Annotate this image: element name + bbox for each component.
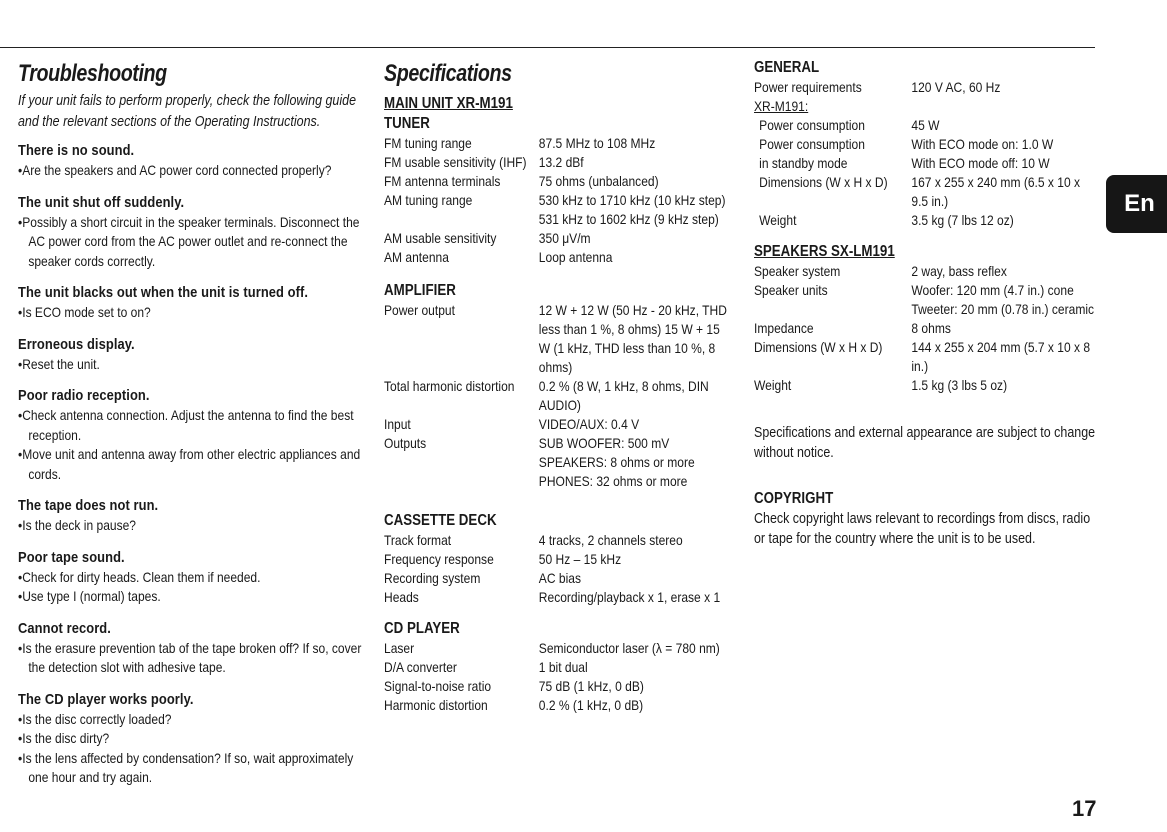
cassette-heading: CASSETTE DECK [384, 512, 497, 529]
spec-value: 530 kHz to 1710 kHz (10 kHz step) 531 kHz to 1602 kHz (9 kHz step) [538, 192, 726, 227]
specifications-notice: Specifications and external appearance are subject to change without notice. [754, 425, 1096, 461]
spec-value: 0.2 % (8 W, 1 kHz, 8 ohms, DIN AUDIO) [538, 378, 709, 413]
spec-row [384, 415, 732, 434]
spec-value: 50 Hz – 15 kHz [538, 551, 622, 567]
trouble-item: • Possibly a short circuit in the speaker terminals. Disconnect the AC power cord from the AC power outlet and re-connect the speaker cords correctly. [18, 213, 365, 272]
spec-value: Recording/playback x 1, erase x 1 [538, 589, 721, 605]
spec-label: Weight [754, 377, 792, 393]
copyright-text: Check copyright laws relevant to recordings from discs, radio or tape for the country where the unit is to be used. [754, 511, 1091, 547]
troubleshooting-list [18, 141, 365, 788]
spec-label: AM usable sensitivity [384, 230, 497, 246]
trouble-item: • Use type I (normal) tapes. [18, 587, 365, 607]
trouble-item: • Are the speakers and AC power cord connected properly? [18, 161, 365, 181]
spec-value: 120 V AC, 60 Hz [911, 79, 1001, 95]
trouble-heading: The unit blacks out when the unit is turned off. [18, 284, 309, 301]
spec-value: 2 way, bass reflex [911, 263, 1007, 279]
cd-heading: CD PLAYER [384, 620, 460, 637]
general-heading: GENERAL [754, 59, 820, 76]
copyright-heading: COPYRIGHT [754, 490, 834, 507]
spec-label: Speaker units [754, 282, 828, 298]
spec-value: Loop antenna [538, 249, 613, 265]
spec-label: Laser [384, 640, 415, 656]
trouble-heading: Poor radio reception. [18, 387, 150, 404]
spec-value: 4 tracks, 2 channels stereo [538, 532, 683, 548]
trouble-item: • Reset the unit. [18, 355, 365, 375]
spec-row [384, 696, 732, 715]
spec-label: Input [384, 416, 411, 432]
spec-row [754, 338, 1098, 376]
spec-value: 1.5 kg (3 lbs 5 oz) [911, 377, 1008, 393]
spec-label: Dimensions (W x H x D) [759, 174, 888, 190]
spec-label: Weight [759, 212, 797, 228]
trouble-item: • Is the erasure prevention tab of the tape broken off? If so, cover the detection slot with adhesive tape. [18, 639, 365, 678]
spec-value: 0.2 % (1 kHz, 0 dB) [538, 697, 644, 713]
spec-value: 1 bit dual [538, 659, 588, 675]
spec-value: 45 W [911, 117, 940, 133]
spec-value: AC bias [538, 570, 581, 586]
trouble-heading: The CD player works poorly. [18, 690, 194, 708]
spec-label: Signal-to-noise ratio [384, 678, 492, 694]
spec-row [384, 191, 732, 229]
spec-row [754, 281, 1098, 319]
trouble-item: • Is the deck in pause? [18, 516, 365, 536]
spec-label: Outputs [384, 435, 427, 451]
trouble-item: • Is the disc correctly loaded? [18, 710, 365, 730]
general-table [754, 116, 1098, 230]
spec-label: in standby mode [759, 155, 848, 171]
spec-label: FM antenna terminals [384, 173, 501, 189]
model-row [754, 97, 1098, 116]
spec-value: SUB WOOFER: 500 mV SPEAKERS: 8 ohms or more PHONES: 32 ohms or more [538, 435, 695, 489]
spec-value: 3.5 kg (7 lbs 12 oz) [911, 212, 1014, 228]
spec-row [754, 262, 1098, 281]
page-number: 17 [1072, 796, 1097, 821]
spec-row [384, 677, 732, 696]
language-tab: En [1106, 175, 1167, 233]
spec-row [384, 434, 732, 491]
spec-value: VIDEO/AUX: 0.4 V [538, 416, 640, 432]
spec-row [384, 153, 732, 172]
troubleshooting-column [18, 58, 363, 788]
spec-value: 87.5 MHz to 108 MHz [538, 135, 656, 151]
amplifier-heading: AMPLIFIER [384, 282, 456, 299]
main-unit-heading: MAIN UNIT XR-M191 [384, 95, 513, 112]
spec-label: Harmonic distortion [384, 697, 488, 713]
spec-row [754, 211, 1098, 230]
spec-label: Power consumption [759, 136, 865, 152]
cassette-table [384, 531, 732, 607]
spec-label: AM tuning range [384, 192, 473, 208]
speakers-table [754, 262, 1098, 395]
trouble-item: • Is ECO mode set to on? [18, 303, 365, 323]
trouble-heading: Erroneous display. [18, 335, 135, 353]
spec-row [384, 172, 732, 191]
tuner-table [384, 134, 732, 267]
trouble-heading: Cannot record. [18, 619, 111, 637]
trouble-heading: The unit shut off suddenly. [18, 193, 185, 211]
troubleshooting-title: Troubleshooting [18, 60, 167, 87]
trouble-heading: The tape does not run. [18, 497, 159, 514]
spec-value: 350 μV/m [538, 230, 591, 246]
cd-table [384, 639, 732, 715]
spec-row [384, 377, 732, 415]
spec-value: 144 x 255 x 204 mm (5.7 x 10 x 8 in.) [911, 339, 1091, 374]
spec-label: Power requirements [754, 79, 862, 95]
spec-row [384, 134, 732, 153]
spec-value: 8 ohms [911, 320, 951, 336]
spec-value: Semiconductor laser (λ = 780 nm) [538, 640, 720, 656]
general-model-label: XR-M191: [754, 98, 809, 114]
spec-label: FM usable sensitivity (IHF) [384, 154, 527, 170]
spec-label: Impedance [754, 320, 814, 336]
spec-label: Total harmonic distortion [384, 378, 515, 394]
spec-row [754, 154, 1098, 173]
spec-label: Speaker system [754, 263, 841, 279]
troubleshooting-intro: If your unit fails to perform properly, check the following guide and the relevant sections of the Operating Instructions. [18, 93, 357, 130]
spec-label: Dimensions (W x H x D) [754, 339, 883, 355]
spec-label: Frequency response [384, 551, 494, 567]
trouble-heading: There is no sound. [18, 142, 135, 159]
spec-label: Track format [384, 532, 452, 548]
spec-row [384, 531, 732, 550]
trouble-item: • Move unit and antenna away from other electric appliances and cords. [18, 445, 365, 484]
spec-row [754, 135, 1098, 154]
spec-value: 75 dB (1 kHz, 0 dB) [538, 678, 644, 694]
trouble-item: • Is the disc dirty? [18, 729, 365, 749]
spec-row [384, 658, 732, 677]
top-rule [0, 47, 1095, 48]
spec-row [384, 639, 732, 658]
specifications-title: Specifications [384, 60, 512, 87]
amplifier-table [384, 301, 732, 491]
spec-label: D/A converter [384, 659, 457, 675]
spec-value: Woofer: 120 mm (4.7 in.) cone Tweeter: 20 mm (0.78 in.) ceramic [911, 282, 1095, 317]
trouble-item: • Check antenna connection. Adjust the antenna to find the best reception. [18, 406, 365, 445]
spec-value: 75 ohms (unbalanced) [538, 173, 659, 189]
speakers-heading: SPEAKERS SX-LM191 [754, 243, 895, 260]
general-column [754, 58, 1099, 549]
spec-row [384, 588, 732, 607]
spec-label: Heads [384, 589, 419, 605]
spec-row [754, 376, 1098, 395]
spec-value: With ECO mode off: 10 W [911, 155, 1050, 171]
spec-label: Power consumption [759, 117, 865, 133]
trouble-item: • Is the lens affected by condensation? If so, wait approximately one hour and try again. [18, 749, 365, 788]
spec-row [384, 301, 732, 377]
spec-row [754, 319, 1098, 338]
specifications-column [384, 58, 734, 715]
spec-row [384, 229, 732, 248]
spec-label: Power output [384, 302, 455, 318]
spec-row [384, 550, 732, 569]
trouble-heading: Poor tape sound. [18, 548, 125, 566]
spec-label: FM tuning range [384, 135, 472, 151]
spec-value: 12 W + 12 W (50 Hz - 20 kHz, THD less than 1 %, 8 ohms) 15 W + 15 W (1 kHz, THD less than 10 %, 8 ohms) [538, 302, 727, 375]
spec-row [384, 248, 732, 267]
tuner-heading: TUNER [384, 115, 430, 132]
spec-value: 167 x 255 x 240 mm (6.5 x 10 x 9.5 in.) [911, 174, 1081, 209]
power-requirements-row [754, 78, 1098, 97]
spec-row [754, 173, 1098, 211]
spec-row [384, 569, 732, 588]
spec-label: AM antenna [384, 249, 449, 265]
spec-row [754, 116, 1098, 135]
trouble-item: • Check for dirty heads. Clean them if needed. [18, 568, 365, 588]
spec-label: Recording system [384, 570, 481, 586]
spec-value: With ECO mode on: 1.0 W [911, 136, 1054, 152]
spec-value: 13.2 dBf [538, 154, 584, 170]
